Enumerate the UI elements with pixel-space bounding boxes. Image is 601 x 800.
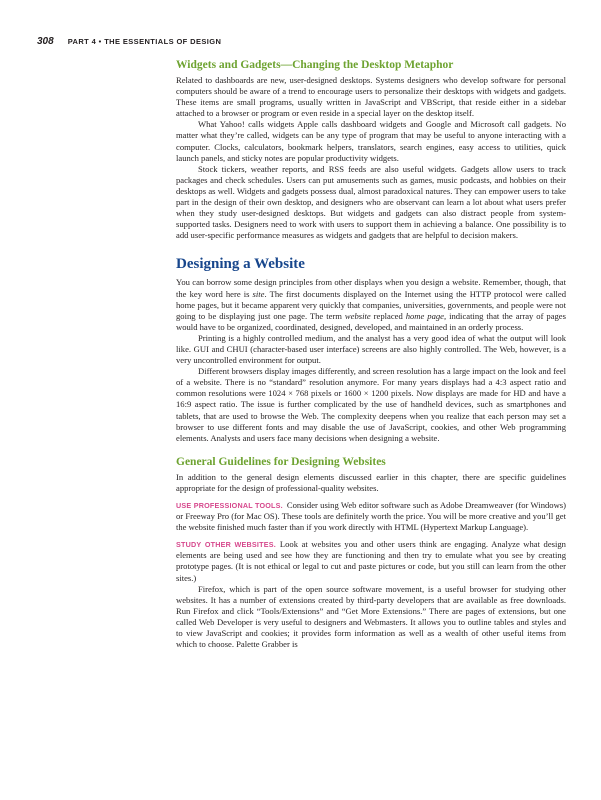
run-in-heading-study: STUDY OTHER WEBSITES. (176, 540, 276, 550)
firefox-paragraph: Firefox, which is part of the open source software movement, is a useful browser for studying other websites. It has a number of extensions created by third-party developers that are available as free downloads. Run Firefox and click “Tools/Extensions” and “Get More Extensions.” There are pages of extensions, but one called Web Developer is very useful to designers and Webmasters. It allows you to outline tables and styles and to view JavaScript and cookies; it provides form information as well as a wealth of other useful items from which to choose. Palette Grabber is (176, 583, 566, 650)
guidelines-intro: In addition to the general design elements discussed earlier in this chapter, there are specific guidelines appropriate for the design of professional-quality websites. (176, 471, 566, 493)
website-paragraph-2: Printing is a highly controlled medium, and the analyst has a very good idea of what the output will look like. GUI and CHUI (character-based user interface) screens are also highly controlled. The Web, however, is a very uncontrolled environment for output. (176, 332, 566, 366)
guidelines-heading: General Guidelines for Designing Websites (176, 455, 386, 468)
widgets-paragraph-3: Stock tickers, weather reports, and RSS feeds are also useful widgets. Gadgets allow users to track packages and check schedules. Users can put amusements such as games, music podcasts, and hobbies on their desktops as well. Widgets and gadgets possess dual, almost paradoxical natures. They can empower users to take part in the design of their own desktop, and designers who are observant can learn a lot about what users prefer when they study user-designed desktops. But widgets and gadgets can also distract people from system-supported tasks. Designers need to work with users to support them in achieving a balance. One possibility is to add user-specific performance measures as widgets and gadgets that are helpful to decision makers. (176, 163, 566, 241)
website-heading: Designing a Website (176, 256, 305, 273)
website-paragraph-1: You can borrow some design principles from other displays when you design a website. Remember, though, that the key word here is site. The first documents displayed on the Internet using the HTTP protocol were called home pages, but it became apparent very quickly that companies, universities, governments, and people were not going to be displaying just one page. The term website replaced home page, indicating that the array of pages would have to be organized, coordinated, designed, developed, and maintained in an orderly process. (176, 277, 566, 332)
term-website: website (344, 310, 371, 321)
term-home-page: home page, (405, 310, 447, 321)
widgets-paragraph-1: Related to dashboards are new, user-designed desktops. Systems designers who develop software for personal computers should be aware of a trend to encourage users to personalize their desktops with widgets and gadgets. These items are small programs, usually written in JavaScript and VBScript, that reside either in a sidebar attached to a browser or program or even reside in a special layer on the desktop itself. (176, 75, 566, 119)
run-in-heading-tools: USE PROFESSIONAL TOOLS. (176, 501, 283, 510)
guideline-study-websites: STUDY OTHER WEBSITES. Look at websites you and other users think are engaging. Analyze what design elements are being used and see how they are functioning and then try to emulate what you see by creating prototype pages. (It is not ethical or legal to cut and paste pictures or code, but you still can learn from the other sites.) (176, 539, 566, 583)
page-body (176, 58, 566, 650)
term-site: site (252, 288, 265, 299)
website-paragraph-3: Different browsers display images differently, and screen resolution has a large impact on the look and feel of a website. There is no “standard” resolution anymore. For many years displays had a 4:3 aspect ratio and common resolutions were 1024 × 768 pixels or 1600 × 1200 pixels. Now displays are made for HD and have a 16:9 aspect ratio. The issue is further complicated by the use of handheld devices, such as smartphones and tablets, that are used to browse the Web. The complexity deepens when you realize that each person may set a browser to use different fonts and may disable the use of JavaScript, cookies, and other Web programming elements. Analysts and users face many decisions when designing a website. (176, 366, 566, 443)
page-number: 308 (37, 36, 54, 47)
section-title: PART 4 • THE ESSENTIALS OF DESIGN (67, 37, 222, 46)
guideline-professional-tools: USE PROFESSIONAL TOOLS. Consider using Web editor software such as Adobe Dreamweaver (for Windows) or Freeway Pro (for Mac OS). These tools are definitely worth the price. You will be more creative and you’ll get the website finished much faster than if you work directly with HTML (Hypertext Markup Language). (176, 500, 567, 533)
widgets-paragraph-2: What Yahoo! calls widgets Apple calls dashboard widgets and Google and Microsoft call gadgets. No matter what they’re called, widgets can be any type of program that may be useful to anyone interacting with a computer. Clocks, calculators, bookmark helpers, translators, search engines, easy access to utilities, quick launch panels, and sticky notes are popular productivity widgets. (176, 119, 566, 163)
running-header (37, 36, 557, 50)
widgets-heading: Widgets and Gadgets—Changing the Desktop Metaphor (176, 59, 454, 71)
